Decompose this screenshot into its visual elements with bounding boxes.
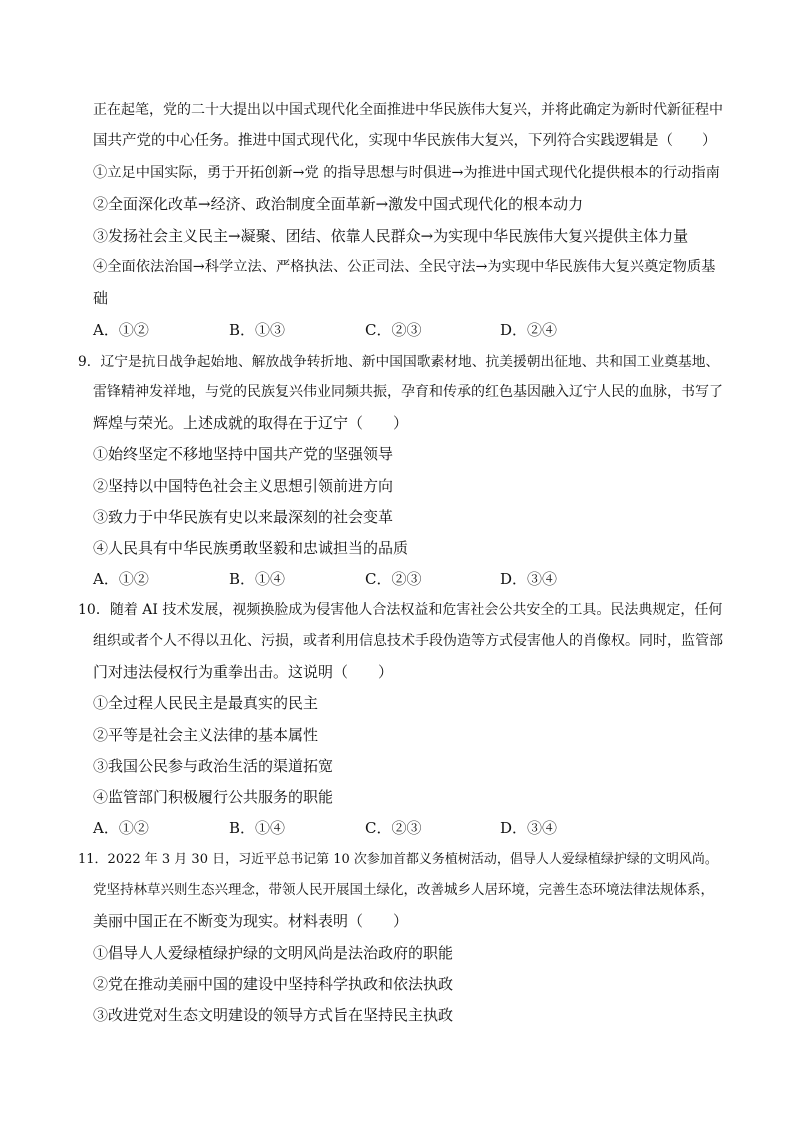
q8-statement-4-line-2: 础 bbox=[93, 289, 109, 307]
q9-option-b[interactable]: B．①④ bbox=[229, 570, 286, 588]
q11-stem-line-3: 美丽中国正在不断变为现实。材料表明（ ） bbox=[93, 912, 409, 930]
q10-statement-1: ①全过程人民民主是最真实的民主 bbox=[93, 694, 319, 712]
q10-option-c[interactable]: C．②③ bbox=[365, 819, 422, 837]
q10-option-b[interactable]: B．①④ bbox=[229, 819, 286, 837]
q8-statement-4-line-1: ④全面依法治国→科学立法、严格执法、公正司法、全民守法→为实现中华民族伟大复兴奠定物质基 bbox=[93, 259, 716, 275]
q9-statement-2: ②坚持以中国特色社会主义思想引领前进方向 bbox=[93, 477, 394, 495]
q9-stem-line-2: 雷锋精神发祥地，与党的民族复兴伟业同频共振，孕育和传承的红色基因融入辽宁人民的血脉，书写了 bbox=[93, 384, 723, 400]
q11-statement-3: ③改进党对生态文明建设的领导方式旨在坚持民主执政 bbox=[93, 1006, 454, 1024]
q8-stem-line-2: 国共产党的中心任务。推进中国式现代化，实现中华民族伟大复兴，下列符合实践逻辑是（ ） bbox=[93, 133, 717, 149]
q11-statement-1: ①倡导人人爱绿植绿护绿的文明风尚是法治政府的职能 bbox=[93, 944, 454, 962]
q8-statement-1: ①立足中国实际，勇于开拓创新→党 的指导思想与时俱进→为推进中国式现代化提供根本的行动指南 bbox=[93, 165, 720, 181]
q9-option-a[interactable]: A．①② bbox=[93, 570, 149, 588]
q9-statement-4: ④人民具有中华民族勇敢坚毅和忠诚担当的品质 bbox=[93, 539, 409, 557]
q10-statement-4: ④监管部门积极履行公共服务的职能 bbox=[93, 788, 334, 806]
q9-option-d[interactable]: D．③④ bbox=[500, 570, 558, 588]
q8-stem-line-1: 正在起笔，党的二十大提出以中国式现代化全面推进中华民族伟大复兴，并将此确定为新时代新征程中 bbox=[93, 102, 723, 118]
q10-stem-line-1: 10．随着 AI 技术发展，视频换脸成为侵害他人合法权益和危害社会公共安全的工具。民法典规定，任何 bbox=[78, 602, 723, 618]
q8-statement-2: ②全面深化改革→经济、政治制度全面革新→激发中国式现代化的根本动力 bbox=[93, 195, 584, 213]
q11-stem-line-2: 党坚持林草兴则生态兴理念，带领人民开展国土绿化，改善城乡人居环境，完善生态环境法律法规体系， bbox=[93, 882, 714, 898]
q10-option-a[interactable]: A．①② bbox=[93, 819, 149, 837]
q10-stem-line-3: 门对违法侵权行为重拳出击。这说明（ ） bbox=[93, 663, 394, 681]
q9-statement-1: ①始终坚定不移地坚持中国共产党的坚强领导 bbox=[93, 445, 394, 463]
q9-stem-line-1: 9．辽宁是抗日战争起始地、解放战争转折地、新中国国歌素材地、抗美援朝出征地、共和国工业奠基地、 bbox=[78, 354, 720, 370]
q8-option-d[interactable]: D．②④ bbox=[500, 321, 558, 339]
q8-option-c[interactable]: C．②③ bbox=[365, 321, 422, 339]
q10-statement-2: ②平等是社会主义法律的基本属性 bbox=[93, 726, 319, 744]
q11-stem-line-1: 11．2022 年 3 月 30 日，习近平总书记第 10 次参加首都义务植树活动，倡导人人爱绿植绿护绿的文明风尚。 bbox=[78, 852, 718, 867]
q11-statement-2: ②党在推动美丽中国的建设中坚持科学执政和依法执政 bbox=[93, 975, 454, 993]
q9-stem-line-3: 辉煌与荣光。上述成就的取得在于辽宁（ ） bbox=[93, 414, 409, 432]
q8-option-b[interactable]: B．①③ bbox=[229, 321, 286, 339]
q10-statement-3: ③我国公民参与政治生活的渠道拓宽 bbox=[93, 757, 334, 775]
q9-statement-3: ③致力于中华民族有史以来最深刻的社会变革 bbox=[93, 508, 394, 526]
q10-stem-line-2: 组织或者个人不得以丑化、污损，或者利用信息技术手段伪造等方式侵害他人的肖像权。同时，监管部 bbox=[93, 633, 723, 649]
q9-option-c[interactable]: C．②③ bbox=[365, 570, 422, 588]
q10-option-d[interactable]: D．③④ bbox=[500, 819, 558, 837]
q8-statement-3: ③发扬社会主义民主→凝聚、团结、依靠人民群众→为实现中华民族伟大复兴提供主体力量 bbox=[93, 227, 689, 245]
q8-option-a[interactable]: A．①② bbox=[93, 321, 149, 339]
